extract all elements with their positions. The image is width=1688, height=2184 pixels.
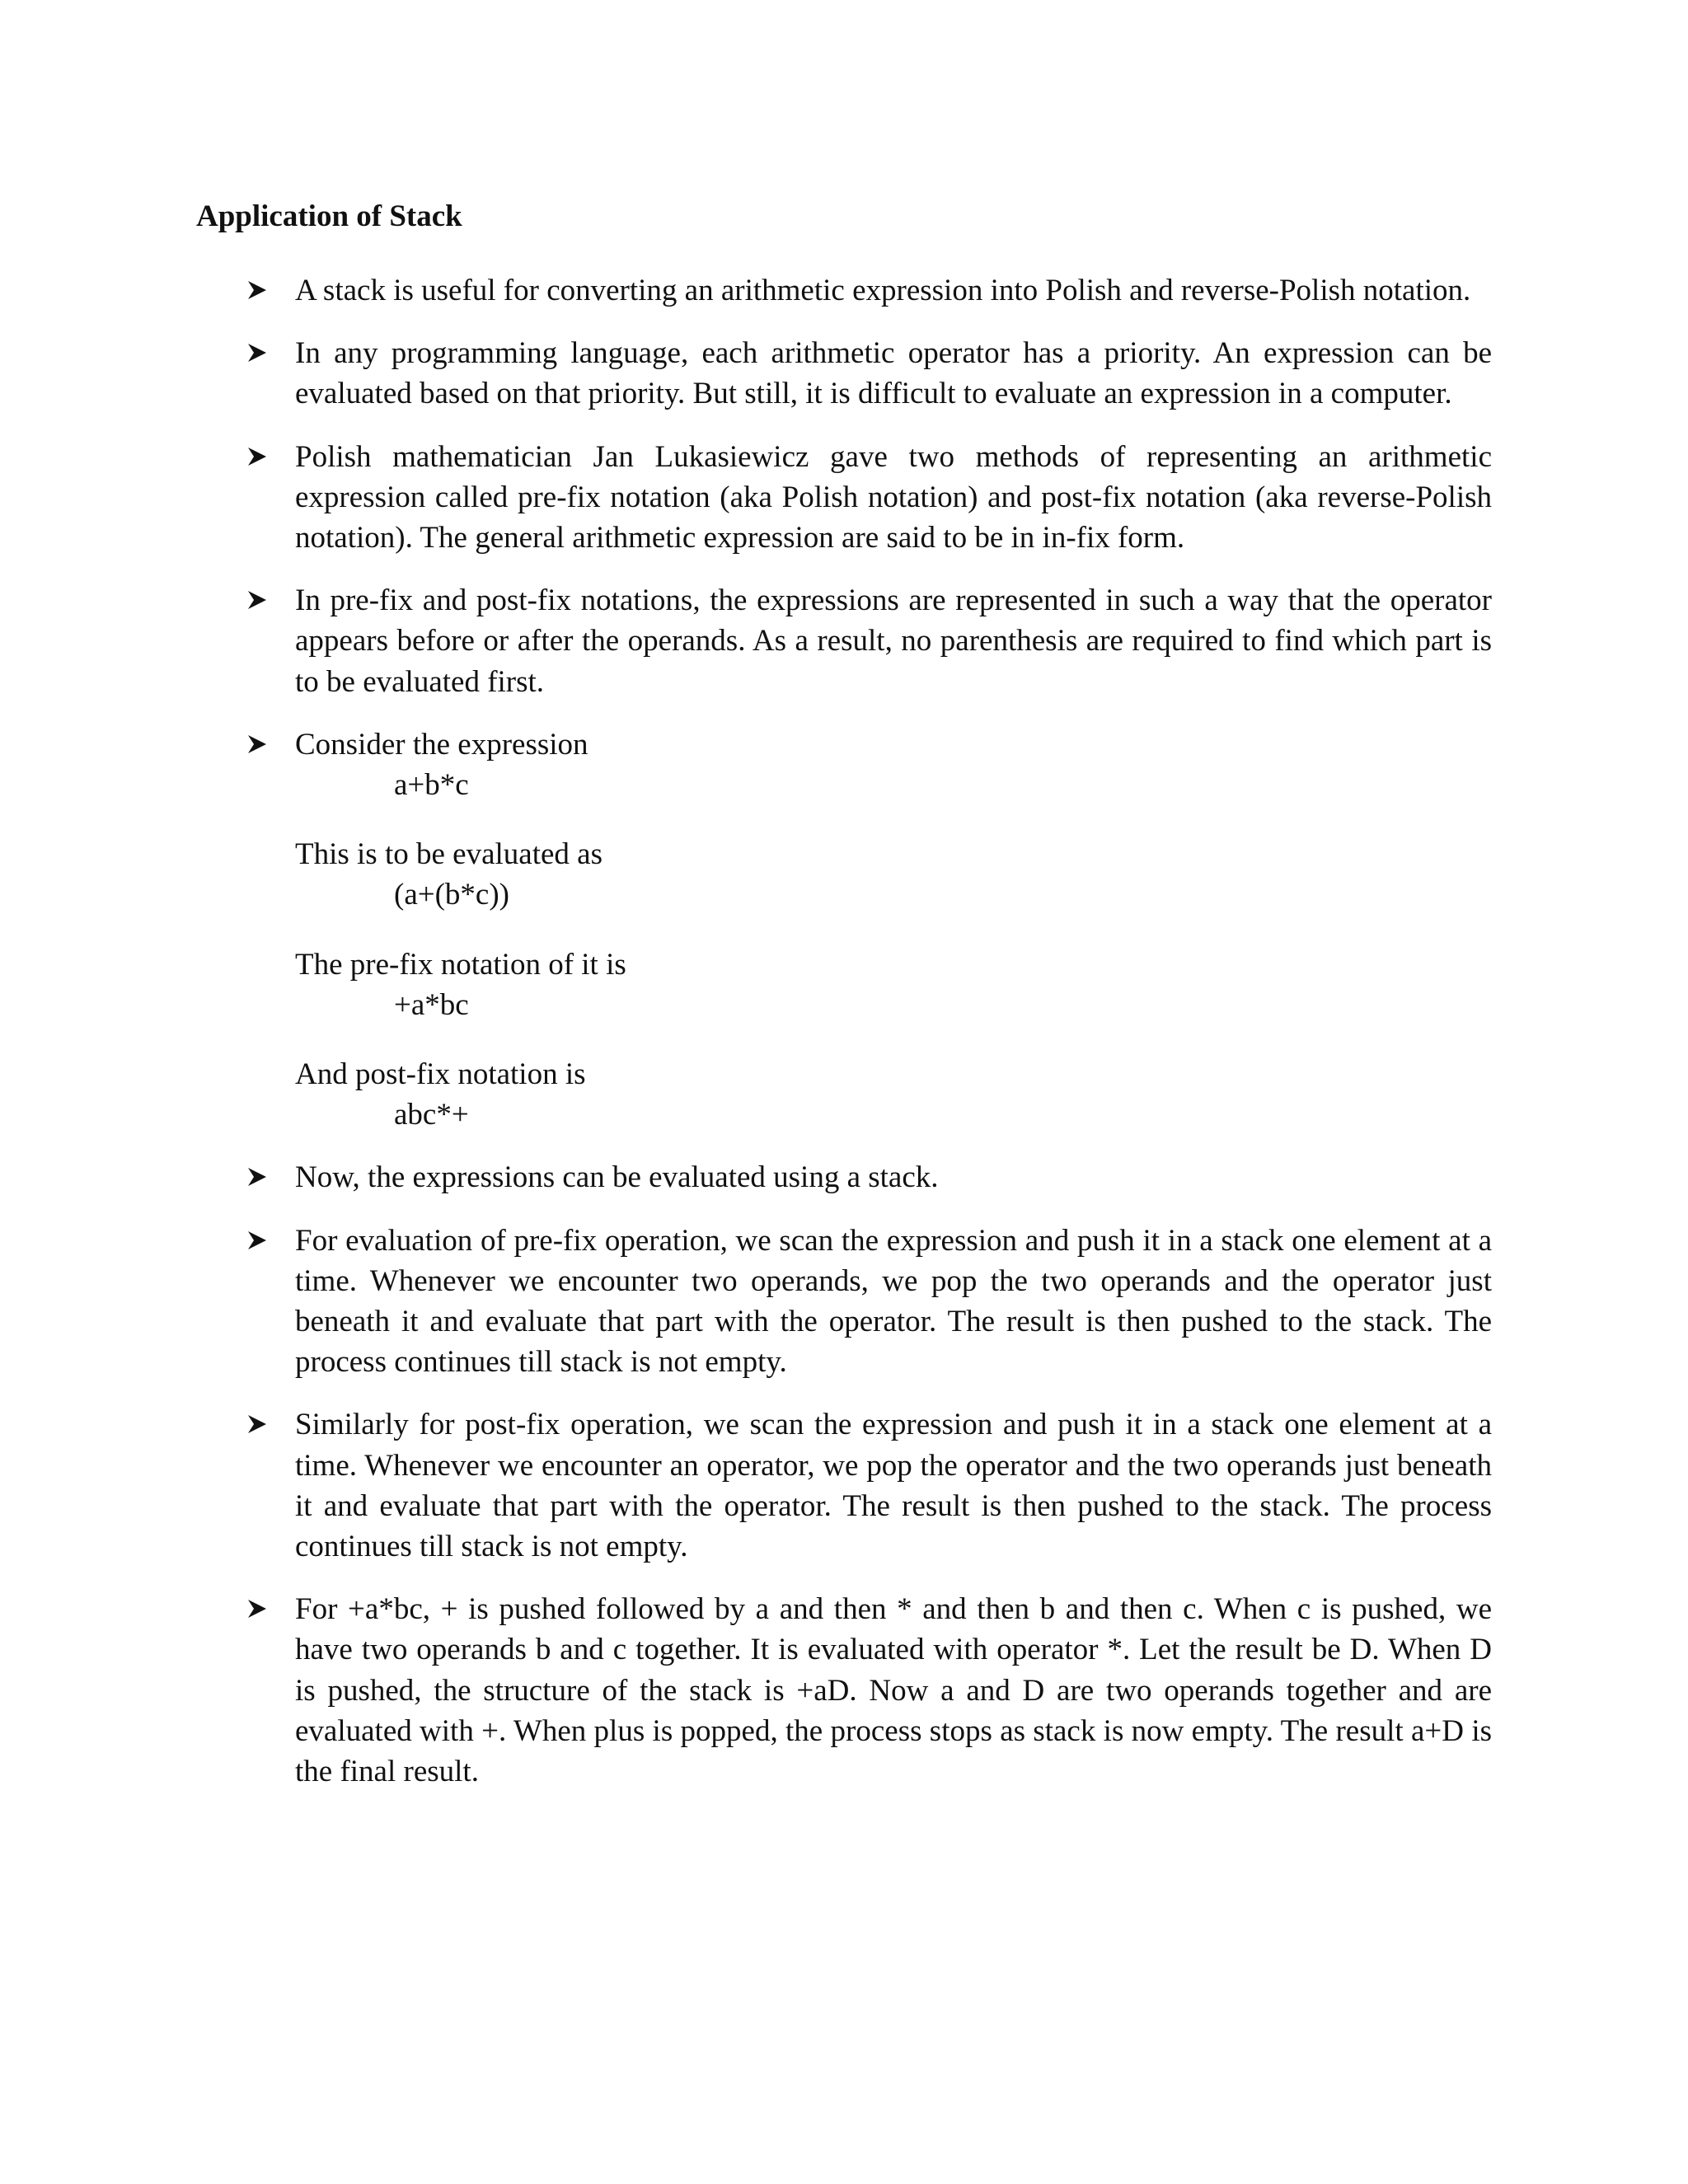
infix-expression: a+b*c [394,768,469,803]
list-item [0,1404,1688,1567]
list-item [0,333,1688,414]
bullet-text: Now, the expressions can be evaluated using a stack. [295,1160,939,1195]
prefix-label: The pre-fix notation of it is [295,947,626,982]
evaluated-expression: (a+(b*c)) [394,878,509,912]
page-title: Application of Stack [196,199,462,233]
arrowhead-bullet-icon [245,335,270,371]
arrowhead-bullet-icon [245,272,270,308]
arrowhead-bullet-icon [245,726,270,762]
arrowhead-bullet-icon [245,1222,270,1258]
bullet-text: For +a*bc, + is pushed followed by a and then * and then b and then c. When c is pushed, we have two operands b and c together. It is evaluated with operator *. Let the result be D. When D is pushed, the structure of the stack is +aD. Now a and D are two operands together and are evaluated with +. When plus is popped, the process stops as stack is now empty. The result a+D is the final result. [295,1592,1492,1789]
postfix-label: And post-fix notation is [295,1057,586,1092]
list-item [0,437,1688,559]
bullet-text: Similarly for post-fix operation, we scan the expression and push it in a stack one element at a time. Whenever we encounter an operator, we pop the operator and the two operands just beneath it and evaluate that part with the operator. The result is then pushed to the stack. The process continues till stack is not empty. [295,1408,1492,1564]
arrowhead-bullet-icon [245,1159,270,1195]
bullet-text: Consider the expression [295,727,588,762]
bullet-text: Polish mathematician Jan Lukasiewicz gave two methods of representing an arithmetic expression called pre-fix notation (aka Polish notation) and post-fix notation (aka reverse-Polish notation). The general arithmetic expression are said to be in in-fix form. [295,439,1492,555]
bullet-text: In pre-fix and post-fix notations, the expressions are represented in such a way that the operator appears before or after the operands. As a result, no parenthesis are required to find which part is to be evaluated first. [295,583,1492,699]
list-item [0,1157,1688,1197]
arrowhead-bullet-icon [245,438,270,475]
bullet-text: A stack is useful for converting an arithmetic expression into Polish and reverse-Polish notation. [295,274,1471,307]
list-item [0,270,1688,311]
bullet-text: In any programming language, each arithmetic operator has a priority. An expression can be evaluated based on that priority. But still, it is difficult to evaluate an expression in a computer. [295,336,1492,411]
prefix-expression: +a*bc [394,987,469,1022]
arrowhead-bullet-icon [245,1591,270,1627]
list-item [0,1221,1688,1383]
evaluated-label: This is to be evaluated as [295,837,603,872]
list-item [0,1589,1688,1792]
bullet-text: For evaluation of pre-fix operation, we scan the expression and push it in a stack one element at a time. Whenever we encounter two operands, we pop the two operands and the operator just beneath it and evaluate that part with the operator. The result is then pushed to the stack. The process continues till stack is not empty. [295,1223,1492,1380]
list-item [0,580,1688,702]
list-item-example [0,724,1688,1136]
postfix-expression: abc*+ [394,1098,469,1132]
bullet-list [0,270,1688,1814]
arrowhead-bullet-icon [245,582,270,618]
arrowhead-bullet-icon [245,1406,270,1442]
